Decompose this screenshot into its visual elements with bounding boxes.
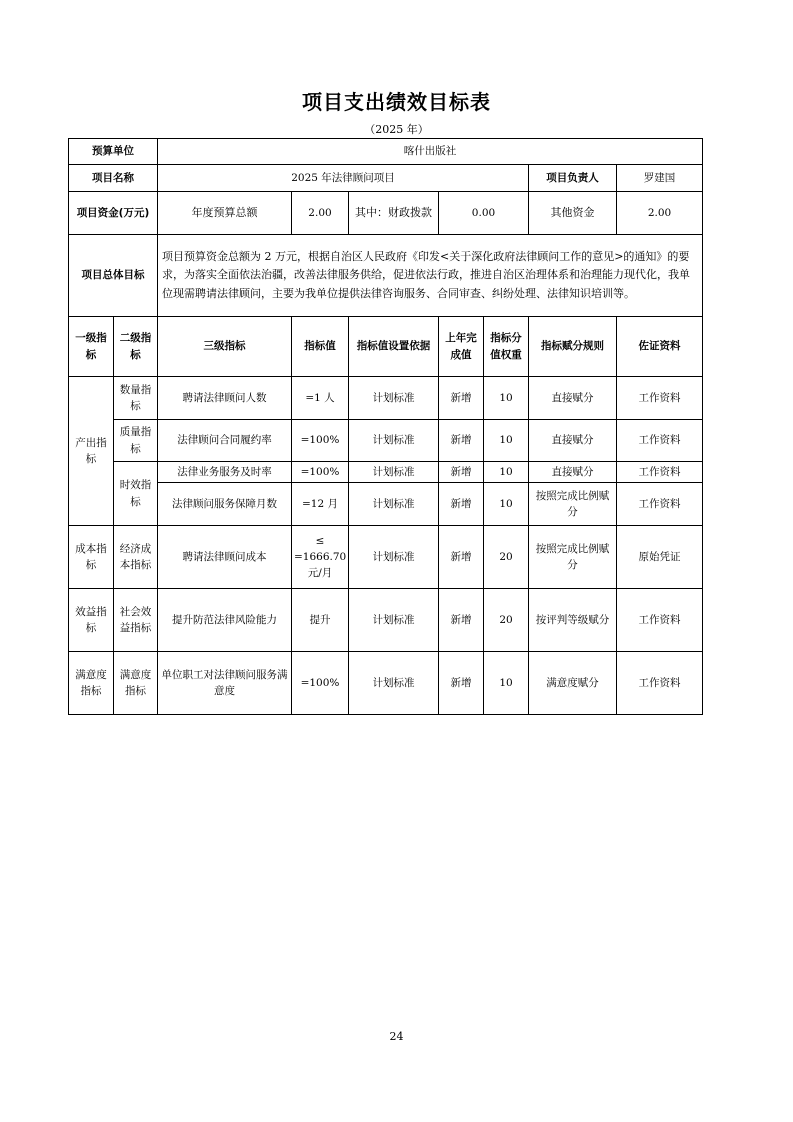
col-basis: 指标值设置依据 (349, 317, 439, 377)
group-benefit: 效益指标 (69, 589, 114, 652)
col-evidence: 佐证资料 (617, 317, 703, 377)
row-weight: 10 (484, 652, 529, 715)
table-row (69, 420, 703, 462)
table-row (69, 462, 703, 483)
goal-label: 项目总体目标 (69, 235, 158, 317)
fiscal-label: 其中：财政拨款 (349, 192, 439, 235)
col-level1: 一级指标 (69, 317, 114, 377)
row-value: ≤ =1666.70 元/月 (292, 526, 349, 589)
table-row (69, 483, 703, 526)
row-name: 法律业务服务及时率 (158, 462, 292, 483)
row-rule: 直接赋分 (529, 420, 617, 462)
group-quality: 质量指标 (114, 420, 158, 462)
row-value: =100% (292, 652, 349, 715)
page-title: 项目支出绩效目标表 (302, 90, 491, 114)
row-basis: 计划标准 (349, 420, 439, 462)
row-weight: 10 (484, 483, 529, 526)
row-prev: 新增 (439, 589, 484, 652)
row-rule: 直接赋分 (529, 462, 617, 483)
project-name-value: 2025 年法律顾问项目 (158, 165, 529, 192)
row-prev: 新增 (439, 652, 484, 715)
table-row (69, 652, 703, 715)
row-name: 聘请法律顾问成本 (158, 526, 292, 589)
row-name: 法律顾问合同履约率 (158, 420, 292, 462)
year-label: （2025 年） (364, 123, 429, 136)
group-timeliness: 时效指标 (114, 462, 158, 526)
project-name-label: 项目名称 (69, 165, 158, 192)
row-prev: 新增 (439, 420, 484, 462)
row-evidence: 工作资料 (617, 483, 703, 526)
group-satisfaction-2: 满意度指标 (114, 652, 158, 715)
row-prev: 新增 (439, 377, 484, 420)
group-satisfaction: 满意度指标 (69, 652, 114, 715)
row-basis: 计划标准 (349, 377, 439, 420)
page-number: 24 (389, 1030, 404, 1043)
other-funds-label: 其他资金 (529, 192, 617, 235)
group-output: 产出指标 (69, 377, 114, 526)
col-level2: 二级指标 (114, 317, 158, 377)
row-value: 提升 (292, 589, 349, 652)
row-value: =12 月 (292, 483, 349, 526)
group-economic-cost: 经济成本指标 (114, 526, 158, 589)
row-weight: 20 (484, 526, 529, 589)
row-rule: 按照完成比例赋分 (529, 483, 617, 526)
row-weight: 20 (484, 589, 529, 652)
row-weight: 10 (484, 377, 529, 420)
other-funds-value: 2.00 (617, 192, 703, 235)
row-weight: 10 (484, 462, 529, 483)
col-weight: 指标分值权重 (484, 317, 529, 377)
row-weight: 10 (484, 420, 529, 462)
row-name: 提升防范法律风险能力 (158, 589, 292, 652)
row-basis: 计划标准 (349, 462, 439, 483)
row-value: =100% (292, 420, 349, 462)
row-value: =100% (292, 462, 349, 483)
table-row (69, 589, 703, 652)
row-rule: 直接赋分 (529, 377, 617, 420)
group-social-benefit: 社会效益指标 (114, 589, 158, 652)
performance-table (68, 138, 703, 715)
row-basis: 计划标准 (349, 526, 439, 589)
annual-budget-label: 年度预算总额 (158, 192, 292, 235)
table-row (69, 377, 703, 420)
row-prev: 新增 (439, 462, 484, 483)
row-prev: 新增 (439, 483, 484, 526)
group-cost: 成本指标 (69, 526, 114, 589)
annual-budget-value: 2.00 (292, 192, 349, 235)
row-rule: 按评判等级赋分 (529, 589, 617, 652)
row-name: 聘请法律顾问人数 (158, 377, 292, 420)
row-evidence: 工作资料 (617, 420, 703, 462)
row-rule: 满意度赋分 (529, 652, 617, 715)
row-evidence: 工作资料 (617, 377, 703, 420)
col-prev: 上年完成值 (439, 317, 484, 377)
fiscal-value: 0.00 (439, 192, 529, 235)
project-leader-label: 项目负责人 (529, 165, 617, 192)
table-row (69, 526, 703, 589)
row-basis: 计划标准 (349, 652, 439, 715)
col-level3: 三级指标 (158, 317, 292, 377)
goal-text: 项目预算资金总额为 2 万元，根据自治区人民政府《印发<关于深化政府法律顾问工作的意见>的通知》的要求，为落实全面依法治疆，改善法律服务供给，促进依法行政，推进自治区治理体系和治理能力现代化，我单位现需聘请法律顾问，主要为我单位提供法律咨询服务、合同审查、纠纷处理、法律知识培训等。 (158, 235, 703, 317)
row-prev: 新增 (439, 526, 484, 589)
row-basis: 计划标准 (349, 589, 439, 652)
row-evidence: 工作资料 (617, 589, 703, 652)
funds-label: 项目资金(万元) (69, 192, 158, 235)
col-value: 指标值 (292, 317, 349, 377)
budget-unit-label: 预算单位 (69, 139, 158, 165)
budget-unit-value: 喀什出版社 (158, 139, 703, 165)
row-value: =1 人 (292, 377, 349, 420)
row-name: 单位职工对法律顾问服务满意度 (158, 652, 292, 715)
row-name: 法律顾问服务保障月数 (158, 483, 292, 526)
row-evidence: 原始凭证 (617, 526, 703, 589)
row-evidence: 工作资料 (617, 652, 703, 715)
row-basis: 计划标准 (349, 483, 439, 526)
project-leader-value: 罗建国 (617, 165, 703, 192)
group-quantity: 数量指标 (114, 377, 158, 420)
col-rule: 指标赋分规则 (529, 317, 617, 377)
row-rule: 按照完成比例赋分 (529, 526, 617, 589)
row-evidence: 工作资料 (617, 462, 703, 483)
